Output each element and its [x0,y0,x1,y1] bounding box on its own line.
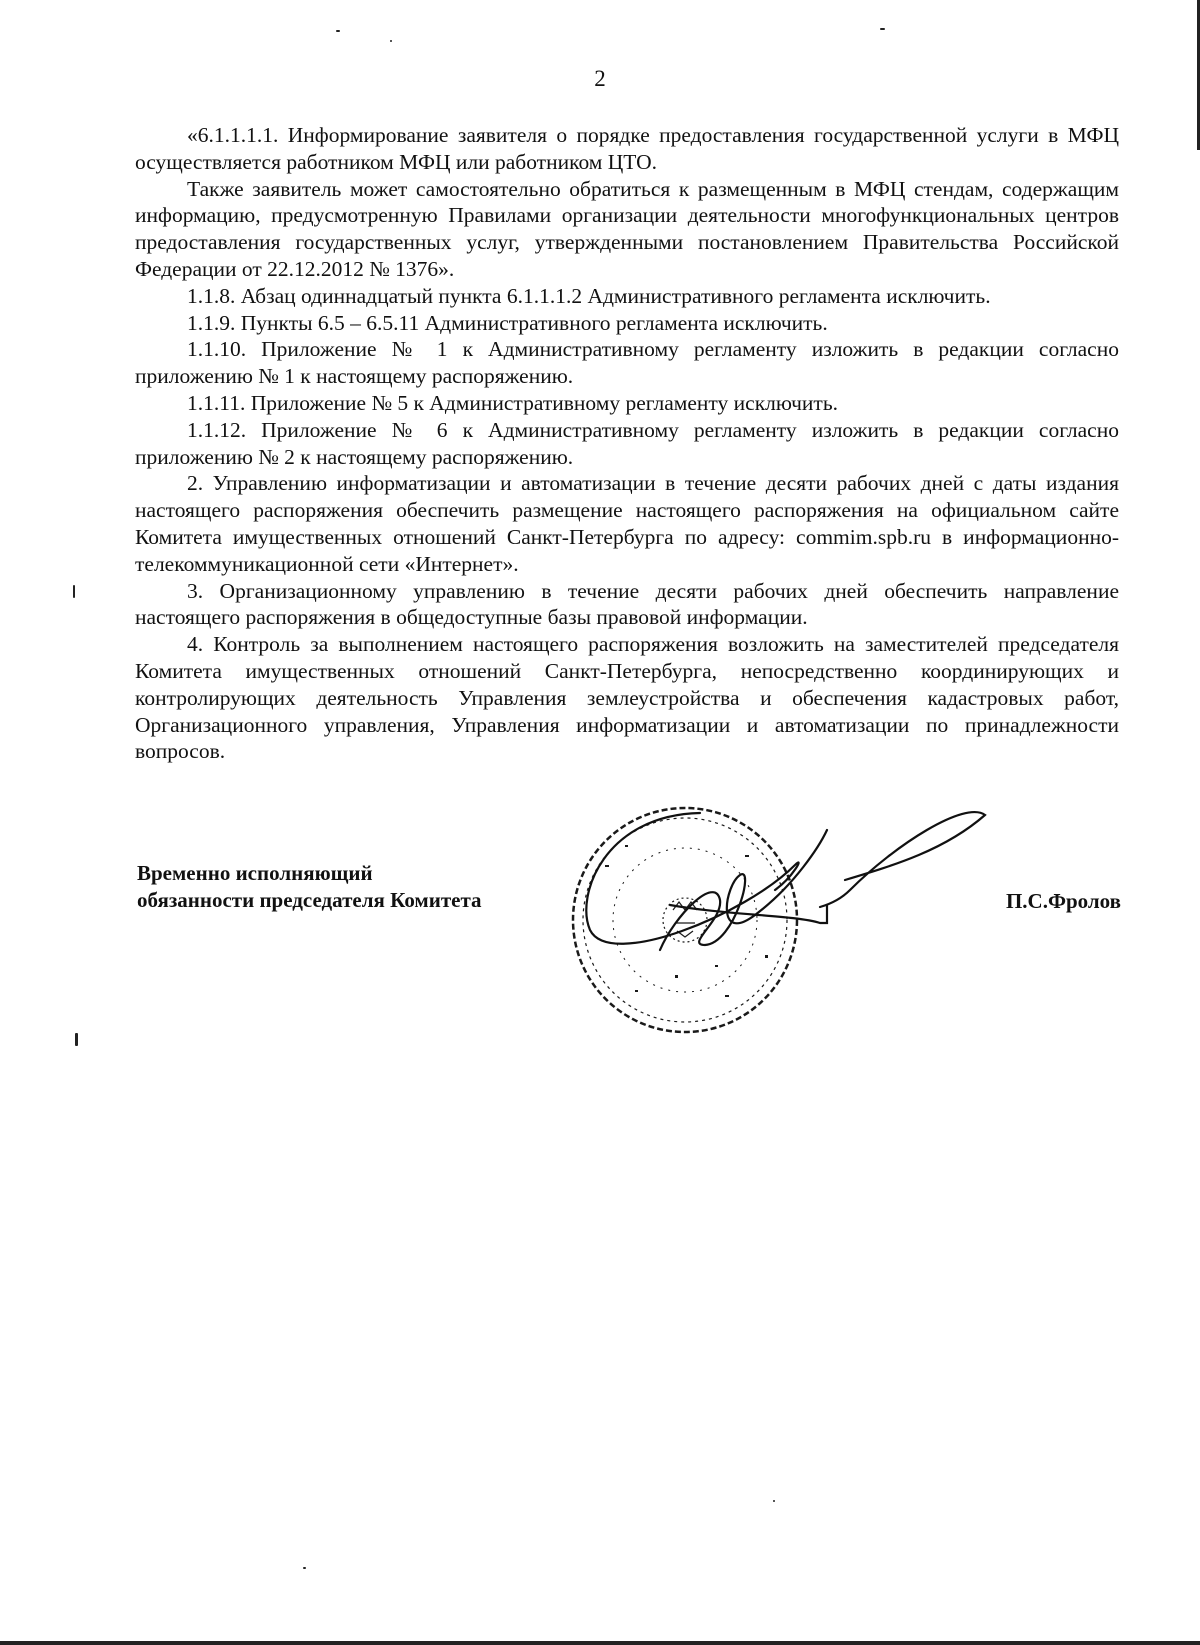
document-body [135,122,1119,765]
paragraph-2: 2. Управлению информатизации и автоматизации в течение десяти рабочих дней с даты издания настоящего распоряжения обеспечить размещение настоящего распоряжения на официальном сайте Комитета имущественных отношений Санкт-Петербурга по адресу: commim.spb.ru в информационно-телекоммуникационной сети «Интернет». [135,471,1119,576]
page-number: 2 [594,66,606,91]
signer-title-line2: обязанности председателя Комитета [137,888,482,912]
scan-speck [73,585,75,598]
paragraph-stands-info: Также заявитель может самостоятельно обратиться к размещенным в МФЦ стендам, содержащим информацию, предусмотренную Правилами организации деятельности многофункциональных центров предоставления государственных услуг, утвержденными постановлением Правительства Российской Федерации от 22.12.2012 № 1376». [135,176,1119,281]
scan-speck [390,40,392,42]
round-seal [573,808,797,1032]
scan-speck [75,1033,78,1046]
paragraph-1-1-11: 1.1.11. Приложение № 5 к Административному регламенту исключить. [187,390,839,415]
paragraph-1-1-12: 1.1.12. Приложение № 6 к Административному регламенту изложить в редакции согласно приложению № 2 к настоящему распоряжению. [135,417,1119,469]
scan-speck [336,30,340,32]
signer-title [137,860,482,914]
scan-speck [880,28,885,30]
handwritten-signature [586,812,985,950]
paragraph-1-1-10: 1.1.10. Приложение № 1 к Административному регламенту изложить в редакции согласно приложению № 1 к настоящему распоряжению. [135,337,1119,389]
signer-name: П.С.Фролов [1005,889,1121,913]
scan-edge-bottom [0,1641,1200,1645]
scan-speck [773,1500,775,1502]
paragraph-1-1-9: 1.1.9. Пункты 6.5 – 6.5.11 Административного регламента исключить. [187,310,828,335]
paragraph-3: 3. Организационному управлению в течение десяти рабочих дней обеспечить направление настоящего распоряжения в общедоступные базы правовой информации. [135,578,1119,630]
paragraph-1-1-8: 1.1.8. Абзац одиннадцатый пункта 6.1.1.1.2 Административного регламента исключить. [187,283,991,308]
paragraph-4: 4. Контроль за выполнением настоящего распоряжения возложить на заместителей председателя Комитета имущественных отношений Санкт-Петербурга, непосредственно координирующих и контролирующих деятельность Управления землеустройства и обеспечения кадастровых работ, Организационного управления, Управления информатизации и автоматизации по принадлежности вопросов. [135,632,1119,764]
scan-speck [303,1567,306,1569]
paragraph-6-1-1-1-1: «6.1.1.1.1. Информирование заявителя о порядке предоставления государственной услуги в МФЦ осуществляется работником МФЦ или работником ЦТО. [135,123,1119,174]
signer-title-line1: Временно исполняющий [137,861,373,885]
official-seal-with-signature-icon [565,805,1045,1045]
